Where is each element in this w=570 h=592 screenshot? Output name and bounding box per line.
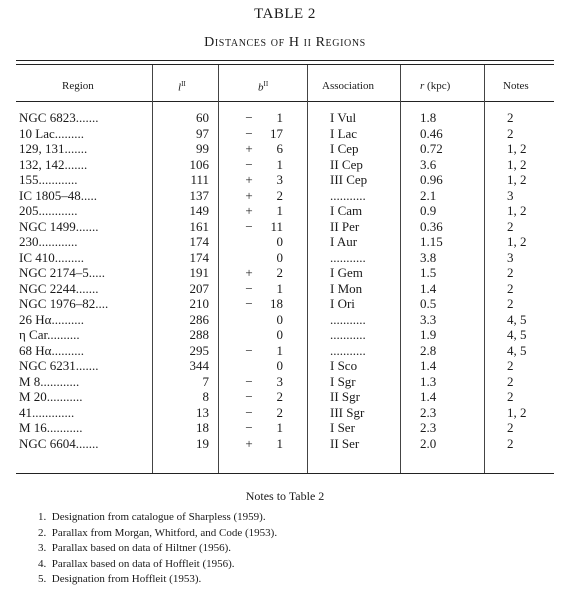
sign-cell: − xyxy=(245,125,253,141)
l-cell: 111 xyxy=(190,172,209,187)
table-row xyxy=(0,219,570,234)
r-cell: 1.4 xyxy=(420,358,437,373)
b-cell: 11 xyxy=(270,218,283,234)
association-cell: II Per xyxy=(330,218,360,234)
notes-cell: 2 xyxy=(507,373,514,389)
region-cell: M 16........... xyxy=(19,420,83,435)
association-cell: I Sgr xyxy=(330,373,356,389)
region-cell: 205............ xyxy=(19,203,78,218)
header-association: Association xyxy=(322,80,374,92)
notes-title: Notes to Table 2 xyxy=(245,489,325,503)
notes-cell: 4, 5 xyxy=(507,327,527,342)
l-cell: 174 xyxy=(189,249,209,265)
r-cell: 2.3 xyxy=(420,420,437,435)
sign-cell: − xyxy=(245,110,253,125)
table-row xyxy=(0,265,570,280)
b-cell: 1 xyxy=(276,420,283,435)
region-cell: NGC 1976–82.... xyxy=(19,296,109,311)
l-cell: 288 xyxy=(189,327,209,342)
association-cell: I Cam xyxy=(330,203,363,218)
region-cell: 129, 131....... xyxy=(19,141,88,156)
table-row xyxy=(0,141,570,156)
association-cell: I Aur xyxy=(330,234,358,249)
l-cell: 97 xyxy=(196,125,209,141)
notes-cell: 2 xyxy=(507,265,514,280)
r-cell: 1.4 xyxy=(420,389,437,404)
sign-cell: − xyxy=(245,218,253,234)
region-cell: NGC 6823....... xyxy=(19,110,99,125)
r-cell: 1.8 xyxy=(420,110,437,125)
r-cell: 3.3 xyxy=(420,311,437,327)
table-row xyxy=(0,296,570,311)
table-row xyxy=(0,203,570,218)
table-row xyxy=(0,157,570,172)
r-cell: 1.5 xyxy=(420,265,437,280)
sign-cell: − xyxy=(245,296,253,311)
b-cell: 6 xyxy=(276,141,283,156)
notes-cell: 1, 2 xyxy=(507,234,527,249)
sign-cell: + xyxy=(245,172,253,187)
b-cell: 0 xyxy=(276,327,283,342)
b-cell: 3 xyxy=(276,373,283,389)
note-item: 5. Designation from Hoffleit (1953). xyxy=(38,573,202,585)
notes-cell: 2 xyxy=(507,125,514,141)
b-cell: 2 xyxy=(276,389,283,404)
table-row xyxy=(0,172,570,187)
b-cell: 0 xyxy=(276,311,283,327)
b-cell: 1 xyxy=(276,203,283,218)
region-cell: M 20........... xyxy=(19,389,83,404)
r-cell: 1.15 xyxy=(420,234,443,249)
sign-cell: + xyxy=(245,203,253,218)
notes-cell: 2 xyxy=(507,389,514,404)
sign-cell: − xyxy=(245,420,253,435)
l-cell: 191 xyxy=(189,265,209,280)
note-item: 3. Parallax based on data of Hiltner (1956). xyxy=(38,542,232,554)
l-cell: 13 xyxy=(196,404,209,420)
r-cell: 0.36 xyxy=(420,218,443,234)
notes-cell: 3 xyxy=(507,187,514,203)
association-cell: ........... xyxy=(330,327,366,342)
association-cell: ........... xyxy=(330,249,366,265)
table-row xyxy=(0,389,570,404)
sign-cell: + xyxy=(245,265,253,280)
notes-cell: 2 xyxy=(507,358,514,373)
region-cell: NGC 6231....... xyxy=(19,358,99,373)
association-cell: I Sco xyxy=(330,358,358,373)
note-item: 4. Parallax based on data of Hoffleit (1956). xyxy=(38,557,235,570)
l-cell: 210 xyxy=(189,296,209,311)
r-cell: 1.3 xyxy=(420,373,437,389)
b-cell: 1 xyxy=(276,110,283,125)
notes-cell: 2 xyxy=(507,110,514,125)
table-row xyxy=(0,234,570,249)
header-r: r (kpc) xyxy=(420,80,451,92)
table-title: TABLE 2 xyxy=(254,6,316,22)
l-cell: 7 xyxy=(202,373,209,389)
table-row xyxy=(0,327,570,342)
table-subtitle: Distances of H ii Regions xyxy=(204,35,366,50)
association-cell: I Vul xyxy=(330,110,357,125)
header-l: $l^{II}$ xyxy=(178,80,186,94)
b-cell: 1 xyxy=(276,156,283,172)
r-cell: 2.3 xyxy=(420,404,437,420)
b-cell: 18 xyxy=(270,296,283,311)
b-cell: 2 xyxy=(276,187,283,203)
table-row xyxy=(0,281,570,296)
notes-cell: 2 xyxy=(507,296,514,311)
sign-cell: − xyxy=(245,373,253,389)
table-row xyxy=(0,250,570,265)
region-cell: IC 410......... xyxy=(19,249,84,265)
association-cell: I Mon xyxy=(330,280,363,296)
l-cell: 161 xyxy=(189,218,209,234)
table-row xyxy=(0,188,570,203)
l-cell: 295 xyxy=(189,342,209,358)
association-cell: II Ser xyxy=(330,435,360,451)
region-cell: NGC 1499....... xyxy=(19,218,99,234)
association-cell: I Lac xyxy=(330,125,358,141)
region-cell: M 8............ xyxy=(19,373,80,389)
table-row xyxy=(0,374,570,389)
r-cell: 0.96 xyxy=(420,172,443,187)
b-cell: 17 xyxy=(270,125,283,141)
table-row xyxy=(0,343,570,358)
table-row xyxy=(0,405,570,420)
notes-cell: 1, 2 xyxy=(507,203,527,218)
region-cell: NGC 2244....... xyxy=(19,280,99,296)
table-row xyxy=(0,126,570,141)
association-cell: I Gem xyxy=(330,265,363,280)
r-cell: 0.72 xyxy=(420,141,443,156)
notes-cell: 4, 5 xyxy=(507,342,527,358)
notes-cell: 2 xyxy=(507,218,514,234)
l-cell: 137 xyxy=(189,187,209,203)
l-cell: 18 xyxy=(196,420,209,435)
l-cell: 286 xyxy=(189,311,209,327)
l-cell: 149 xyxy=(189,203,209,218)
top-rule xyxy=(16,60,554,61)
b-cell: 1 xyxy=(276,280,283,296)
notes-cell: 2 xyxy=(507,420,514,435)
l-cell: 60 xyxy=(196,110,209,125)
l-cell: 99 xyxy=(196,141,209,156)
l-cell: 344 xyxy=(189,358,209,373)
l-cell: 106 xyxy=(189,156,209,172)
association-cell: I Cep xyxy=(330,141,359,156)
notes-cell: 4, 5 xyxy=(507,311,527,327)
sign-cell: − xyxy=(245,342,253,358)
region-cell: 26 Hα.......... xyxy=(19,311,84,327)
association-cell: III Sgr xyxy=(330,404,365,420)
region-cell: η Car.......... xyxy=(19,327,80,342)
b-cell: 0 xyxy=(276,234,283,249)
association-cell: ........... xyxy=(330,311,366,327)
header-notes: Notes xyxy=(503,80,529,92)
b-cell: 0 xyxy=(276,358,283,373)
l-cell: 207 xyxy=(189,280,209,296)
sign-cell: − xyxy=(245,156,253,172)
notes-cell: 1, 2 xyxy=(507,141,527,156)
region-cell: 132, 142....... xyxy=(19,156,88,172)
l-cell: 174 xyxy=(189,234,209,249)
r-cell: 0.9 xyxy=(420,203,437,218)
r-cell: 2.0 xyxy=(420,435,437,451)
r-cell: 2.1 xyxy=(420,187,437,203)
sign-cell: + xyxy=(245,187,253,203)
header-b: $b^{II}$ xyxy=(258,80,269,94)
r-cell: 2.8 xyxy=(420,342,437,358)
header-region: Region xyxy=(62,80,94,92)
b-cell: 1 xyxy=(276,342,283,358)
top-rule-double xyxy=(16,64,554,65)
r-cell: 3.8 xyxy=(420,249,437,265)
notes-cell: 2 xyxy=(507,280,514,296)
b-cell: 2 xyxy=(276,404,283,420)
b-cell: 2 xyxy=(276,265,283,280)
note-item: 2. Parallax from Morgan, Whitford, and Code (1953). xyxy=(38,526,278,539)
region-cell: NGC 6604....... xyxy=(19,435,99,451)
r-cell: 1.9 xyxy=(420,327,437,342)
r-cell: 0.5 xyxy=(420,296,437,311)
sign-cell: + xyxy=(245,141,253,156)
note-item: 1. Designation from catalogue of Sharpless (1959). xyxy=(38,511,266,523)
table-row xyxy=(0,110,570,125)
region-cell: NGC 2174–5..... xyxy=(19,265,105,280)
sign-cell: − xyxy=(245,280,253,296)
region-cell: IC 1805–48..... xyxy=(19,187,97,203)
notes-cell: 1, 2 xyxy=(507,172,527,187)
b-cell: 1 xyxy=(276,435,283,451)
l-cell: 8 xyxy=(202,389,209,404)
region-cell: 10 Lac......... xyxy=(19,125,84,141)
association-cell: I Ser xyxy=(330,420,355,435)
r-cell: 1.4 xyxy=(420,280,437,296)
table-row xyxy=(0,436,570,451)
association-cell: I Ori xyxy=(330,296,355,311)
notes-cell: 1, 2 xyxy=(507,156,527,172)
region-cell: 68 Hα.......... xyxy=(19,342,84,358)
header-rule xyxy=(16,101,554,102)
bottom-rule xyxy=(16,473,554,474)
region-cell: 230............ xyxy=(19,234,78,249)
association-cell: II Sgr xyxy=(330,389,360,404)
region-cell: 41............. xyxy=(19,404,75,420)
notes-cell: 2 xyxy=(507,435,514,451)
region-cell: 155............ xyxy=(19,172,78,187)
b-cell: 0 xyxy=(276,249,283,265)
r-cell: 0.46 xyxy=(420,125,443,141)
table-row xyxy=(0,358,570,373)
sign-cell: + xyxy=(245,435,253,451)
notes-cell: 3 xyxy=(507,249,514,265)
r-cell: 3.6 xyxy=(420,156,437,172)
table-row xyxy=(0,312,570,327)
notes-cell: 1, 2 xyxy=(507,404,527,420)
table-row xyxy=(0,420,570,435)
association-cell: II Cep xyxy=(330,156,363,172)
sign-cell: − xyxy=(245,404,253,420)
l-cell: 19 xyxy=(196,435,209,451)
association-cell: ........... xyxy=(330,187,366,203)
association-cell: III Cep xyxy=(330,172,368,187)
association-cell: ........... xyxy=(330,342,366,358)
b-cell: 3 xyxy=(276,172,283,187)
sign-cell: − xyxy=(245,389,253,404)
